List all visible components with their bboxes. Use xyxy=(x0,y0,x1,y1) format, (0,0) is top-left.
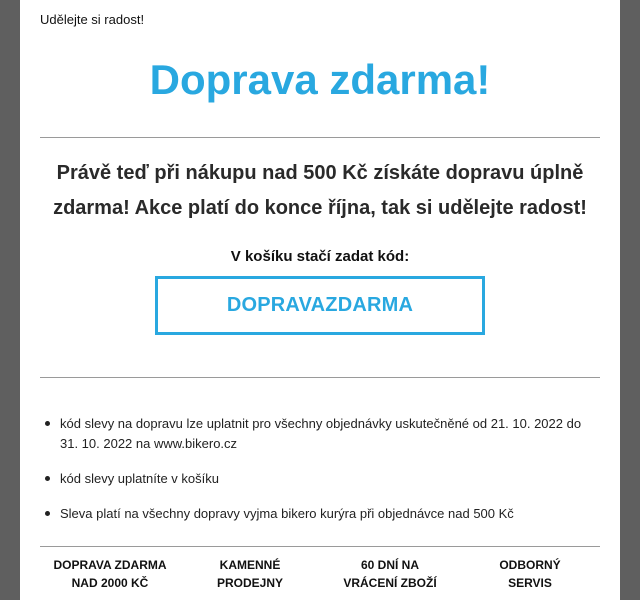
feature-stores[interactable]: KAMENNÉ PRODEJNY xyxy=(216,558,284,590)
code-label: V košíku stačí zadat kód: xyxy=(230,248,410,265)
bullet-icon xyxy=(45,476,50,481)
bullet-icon xyxy=(45,421,50,426)
intro-text xyxy=(40,156,600,226)
email-body xyxy=(20,0,620,600)
intro-line-1: Právě teď při nákupu nad 500 Kč získáte dopravu úplně xyxy=(56,162,584,184)
feature-returns[interactable]: 60 DNÍ NA VRÁCENÍ ZBOŽÍ xyxy=(343,558,437,590)
feature-service[interactable]: ODBORNÝ SERVIS xyxy=(499,558,561,590)
intro-line-2: zdarma! Akce platí do konce října, tak si udělejte radost! xyxy=(53,197,587,219)
terms-list xyxy=(40,414,600,539)
features-bar xyxy=(40,556,600,596)
divider-middle xyxy=(40,377,600,378)
list-item: Sleva platí na všechny dopravy vyjma bikero kurýra při objednávce nad 500 Kč xyxy=(40,504,600,524)
bullet-icon xyxy=(45,511,50,516)
divider-bottom xyxy=(40,546,600,547)
page-title: Doprava zdarma! xyxy=(149,56,491,103)
feature-free-shipping[interactable]: DOPRAVA ZDARMA NAD 2000 KČ xyxy=(53,558,167,590)
list-item: kód slevy na dopravu lze uplatnit pro všechny objednávky uskutečněné od 21. 10. 2022 do 31. 10. 2022 na www.bikero.cz xyxy=(40,414,600,454)
promo-code-box[interactable]: DOPRAVAZDARMA xyxy=(155,276,485,335)
preheader-text: Udělejte si radost! xyxy=(40,12,145,27)
divider-top xyxy=(40,137,600,138)
list-item: kód slevy uplatníte v košíku xyxy=(40,469,600,489)
